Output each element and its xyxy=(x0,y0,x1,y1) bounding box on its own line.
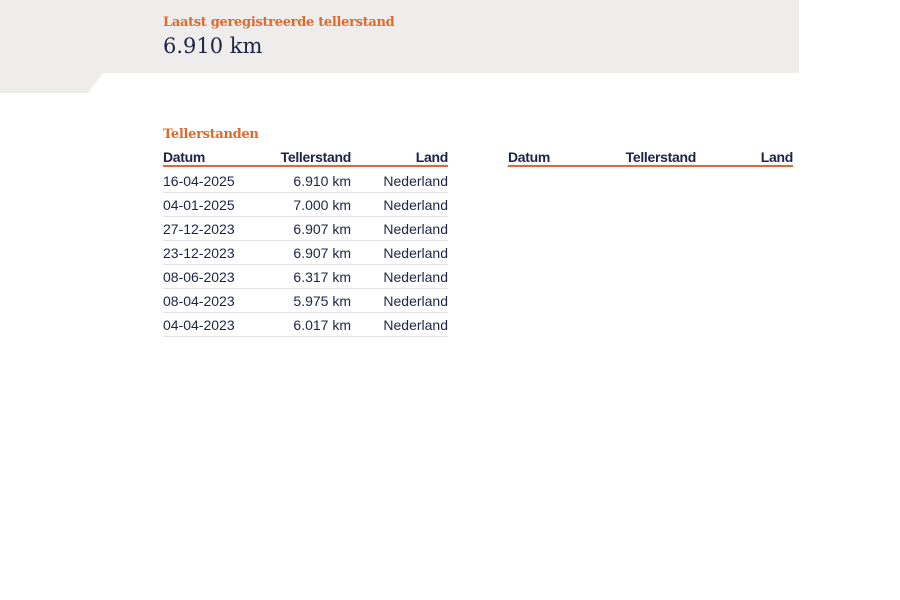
cell-date: 27-12-2023 xyxy=(163,217,263,241)
table-row xyxy=(163,313,448,337)
column-header-reading: Tellerstand xyxy=(263,149,351,166)
column-header-date: Datum xyxy=(508,149,608,166)
cell-country: Nederland xyxy=(351,313,448,337)
table-header-row xyxy=(508,149,793,166)
column-header-date: Datum xyxy=(163,149,263,166)
cell-country: Nederland xyxy=(351,289,448,313)
cell-reading: 5.975 km xyxy=(263,289,351,313)
table-row xyxy=(163,289,448,313)
header-band xyxy=(0,0,799,93)
column-header-country: Land xyxy=(696,149,793,166)
section-title: Tellerstanden xyxy=(163,127,259,142)
table-row xyxy=(163,217,448,241)
cell-date: 16-04-2025 xyxy=(163,166,263,193)
cell-date: 08-04-2023 xyxy=(163,289,263,313)
cell-country: Nederland xyxy=(351,241,448,265)
cell-date: 04-01-2025 xyxy=(163,193,263,217)
readings-table-left xyxy=(163,149,448,337)
table-header-row xyxy=(163,149,448,166)
column-header-country: Land xyxy=(351,149,448,166)
table-row xyxy=(163,241,448,265)
cell-date: 04-04-2023 xyxy=(163,313,263,337)
cell-country: Nederland xyxy=(351,166,448,193)
table-row xyxy=(163,166,448,193)
cell-reading: 7.000 km xyxy=(263,193,351,217)
cell-reading: 6.910 km xyxy=(263,166,351,193)
readings-table-right xyxy=(508,149,793,167)
cell-country: Nederland xyxy=(351,265,448,289)
last-reading-label: Laatst geregistreerde tellerstand xyxy=(163,15,395,30)
table-row xyxy=(163,193,448,217)
cell-date: 08-06-2023 xyxy=(163,265,263,289)
cell-date: 23-12-2023 xyxy=(163,241,263,265)
column-header-reading: Tellerstand xyxy=(608,149,696,166)
cell-reading: 6.317 km xyxy=(263,265,351,289)
cell-reading: 6.907 km xyxy=(263,241,351,265)
last-reading-value: 6.910 km xyxy=(163,34,263,58)
cell-country: Nederland xyxy=(351,193,448,217)
cell-country: Nederland xyxy=(351,217,448,241)
table-row xyxy=(163,265,448,289)
cell-reading: 6.017 km xyxy=(263,313,351,337)
cell-reading: 6.907 km xyxy=(263,217,351,241)
